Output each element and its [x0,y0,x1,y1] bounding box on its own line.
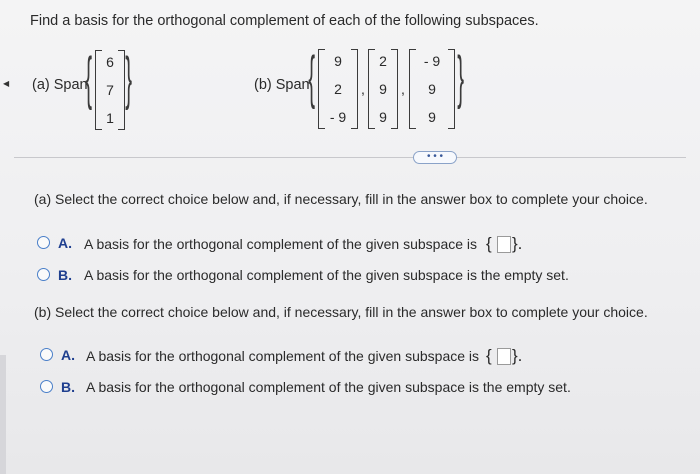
option-letter: B. [61,379,75,395]
question-a-option-a-radio[interactable] [37,236,50,249]
section-divider [14,157,686,158]
vector-entry: - 9 [423,53,441,69]
set-open-brace: { [486,234,492,253]
vector-entry: - 9 [329,109,347,125]
vector-entry: 9 [428,81,436,97]
question-b-option-a-text: A basis for the orthogonal complement of the given subspace is [86,348,480,364]
part-a-label: (a) Span [32,77,88,93]
part-b-vector-2 [368,49,398,129]
part-b-vector-3 [409,49,455,129]
vector-entry: 9 [334,53,342,69]
vector-entry: 9 [428,109,436,125]
set-open-brace: { [486,346,492,365]
question-a-answer-box[interactable] [497,236,511,253]
question-b-option-b-radio[interactable] [40,380,53,393]
question-a-text: (a) Select the correct choice below and, if necessary, fill in the answer box to complete your choice. [34,191,648,207]
question-a-option-a-text: A basis for the orthogonal complement of the given subspace is [84,236,478,252]
left-edge-strip [0,355,6,474]
part-b-close-brace: } [457,45,465,110]
collapse-arrow-icon[interactable]: ◀ [3,79,10,88]
part-a-close-brace: } [125,46,133,111]
vector-entry: 2 [379,53,387,69]
vector-separator: , [361,81,365,97]
part-b-open-brace: { [308,45,316,110]
set-close-brace: }. [512,234,523,253]
question-b-answer-box[interactable] [497,348,511,365]
vector-entry: 6 [106,54,114,70]
part-a-vector-1 [95,50,125,130]
vector-entry: 2 [334,81,342,97]
vector-entry: 1 [106,110,114,126]
part-b-vector-1 [318,49,358,129]
question-b-option-b-text: A basis for the orthogonal complement of the given subspace is the empty set. [86,379,571,395]
vector-entry: 7 [106,82,114,98]
question-a-option-b-text: A basis for the orthogonal complement of the given subspace is the empty set. [84,267,569,283]
part-a-open-brace: { [85,46,93,111]
more-button[interactable]: • • • [413,151,457,164]
vector-entry: 9 [379,81,387,97]
option-letter: A. [61,347,75,363]
question-b-text: (b) Select the correct choice below and, if necessary, fill in the answer box to complete your choice. [34,304,648,320]
question-a-option-b-radio[interactable] [37,268,50,281]
part-b-label: (b) Span [254,77,310,93]
set-close-brace: }. [512,346,523,365]
prompt-text: Find a basis for the orthogonal complement of each of the following subspaces. [30,13,539,29]
question-b-option-a-radio[interactable] [40,348,53,361]
option-letter: B. [58,267,72,283]
vector-separator: , [401,81,405,97]
vector-entry: 9 [379,109,387,125]
option-letter: A. [58,235,72,251]
